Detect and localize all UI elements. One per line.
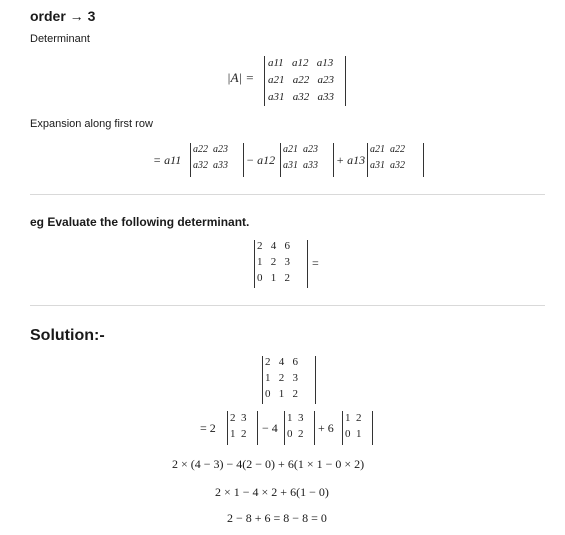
sol-m1-left-bar bbox=[227, 411, 228, 445]
sol-m1-right-bar bbox=[257, 411, 258, 445]
sol-m2-row-1: 1 3 bbox=[287, 412, 304, 424]
ex-matrix-right-bar bbox=[307, 240, 308, 288]
divider-1 bbox=[30, 194, 545, 195]
det-def-row-3: a31 a32 a33 bbox=[268, 91, 334, 103]
exp-m1-row-1: a22 a23 bbox=[193, 144, 228, 155]
sol-matrix-right-bar bbox=[315, 356, 316, 404]
sol-matrix-row-3: 0 1 2 bbox=[265, 388, 298, 400]
expansion-prefix: = a11 bbox=[153, 153, 182, 167]
determinant-label: Determinant bbox=[30, 33, 90, 45]
order-heading: order → 3 bbox=[30, 8, 96, 24]
sol-m3-row-2: 0 1 bbox=[345, 428, 362, 440]
example-suffix: = bbox=[312, 256, 319, 270]
sol-m3-left-bar bbox=[342, 411, 343, 445]
solution-step-2: 2 × 1 − 4 × 2 + 6(1 − 0) bbox=[215, 485, 329, 499]
solution-step-1: 2 × (4 − 3) − 4(2 − 0) + 6(1 × 1 − 0 × 2) bbox=[172, 457, 365, 471]
exp-m1-left-bar bbox=[190, 143, 191, 177]
expansion-op1: − a12 bbox=[246, 153, 276, 167]
ex-matrix-row-2: 1 2 3 bbox=[257, 256, 290, 268]
det-def-right-bar bbox=[345, 56, 346, 106]
expansion-op2: + a13 bbox=[336, 153, 366, 167]
sol-m3-right-bar bbox=[372, 411, 373, 445]
exp-m3-row-1: a21 a22 bbox=[370, 144, 405, 155]
ex-matrix-row-3: 0 1 2 bbox=[257, 272, 290, 284]
exp-m2-left-bar bbox=[280, 143, 281, 177]
sol-expansion-prefix: = 2 bbox=[200, 421, 216, 435]
det-def-row-1: a11 a12 a13 bbox=[268, 57, 334, 69]
sol-m2-left-bar bbox=[284, 411, 285, 445]
exp-m2-right-bar bbox=[333, 143, 334, 177]
exp-m2-row-1: a21 a23 bbox=[283, 144, 318, 155]
solution-heading: Solution:- bbox=[30, 327, 105, 344]
exp-m1-row-2: a32 a33 bbox=[193, 160, 228, 171]
exp-m3-left-bar bbox=[367, 143, 368, 177]
sol-expansion-op1: − 4 bbox=[262, 421, 278, 435]
exp-m3-row-2: a31 a32 bbox=[370, 160, 405, 171]
expansion-label: Expansion along first row bbox=[30, 118, 153, 130]
det-def-left-bar bbox=[264, 56, 265, 106]
det-lhs: |A| = bbox=[227, 70, 255, 85]
det-def-row-2: a21 a22 a23 bbox=[268, 74, 334, 86]
sol-m2-right-bar bbox=[314, 411, 315, 445]
sol-matrix-left-bar bbox=[262, 356, 263, 404]
sol-m3-row-1: 1 2 bbox=[345, 412, 362, 424]
ex-matrix-left-bar bbox=[254, 240, 255, 288]
sol-m1-row-2: 1 2 bbox=[230, 428, 247, 440]
sol-m1-row-1: 2 3 bbox=[230, 412, 247, 424]
sol-matrix-row-2: 1 2 3 bbox=[265, 372, 298, 384]
solution-step-3: 2 − 8 + 6 = 8 − 8 = 0 bbox=[227, 511, 327, 525]
divider-2 bbox=[30, 305, 545, 306]
example-heading: eg Evaluate the following determinant. bbox=[30, 215, 250, 229]
exp-m2-row-2: a31 a33 bbox=[283, 160, 318, 171]
sol-matrix-row-1: 2 4 6 bbox=[265, 356, 298, 368]
sol-m2-row-2: 0 2 bbox=[287, 428, 304, 440]
exp-m1-right-bar bbox=[243, 143, 244, 177]
exp-m3-right-bar bbox=[423, 143, 424, 177]
sol-expansion-op2: + 6 bbox=[318, 421, 334, 435]
ex-matrix-row-1: 2 4 6 bbox=[257, 240, 290, 252]
